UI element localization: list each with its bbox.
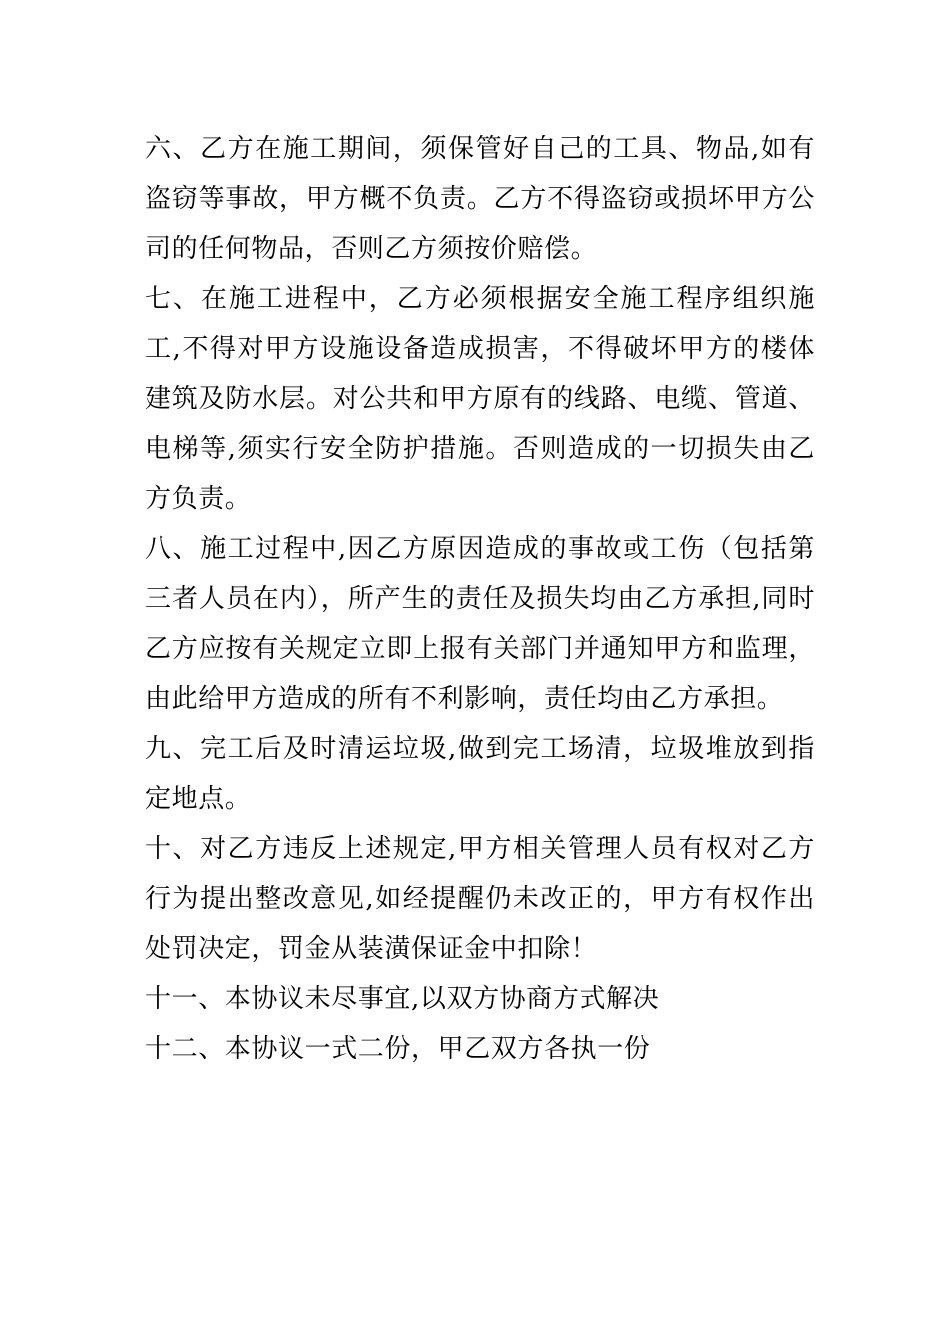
clause-10: 十、对乙方违反上述规定,甲方相关管理人员有权对乙方行为提出整改意见,如经提醒仍未改正的，甲方有权作出处罚决定，罚金从装潢保证金中扣除！ [145,834,815,964]
clause-12: 十二、本协议一式二份，甲乙双方各执一份 [145,1034,651,1064]
agreement-body [145,124,815,1074]
clause-6: 六、乙方在施工期间，须保管好自己的工具、物品,如有盗窃等事故，甲方概不负责。乙方不得盗窃或损坏甲方公司的任何物品，否则乙方须按价赔偿。 [145,134,815,264]
clause-7: 七、在施工进程中，乙方必须根据安全施工程序组织施工,不得对甲方设施设备造成损害，不得破坏甲方的楼体建筑及防水层。对公共和甲方原有的线路、电缆、管道、电梯等,须实行安全防护措施。否则造成的一切损失由乙方负责。 [145,284,815,514]
clause-9: 九、完工后及时清运垃圾,做到完工场清，垃圾堆放到指定地点。 [145,734,815,814]
clause-8: 八、施工过程中,因乙方原因造成的事故或工伤（包括第三者人员在内），所产生的责任及损失均由乙方承担,同时乙方应按有关规定立即上报有关部门并通知甲方和监理，由此给甲方造成的所有不利影响，责任均由乙方承担。 [145,534,815,714]
clause-11: 十一、本协议未尽事宜,以双方协商方式解决 [145,984,660,1014]
